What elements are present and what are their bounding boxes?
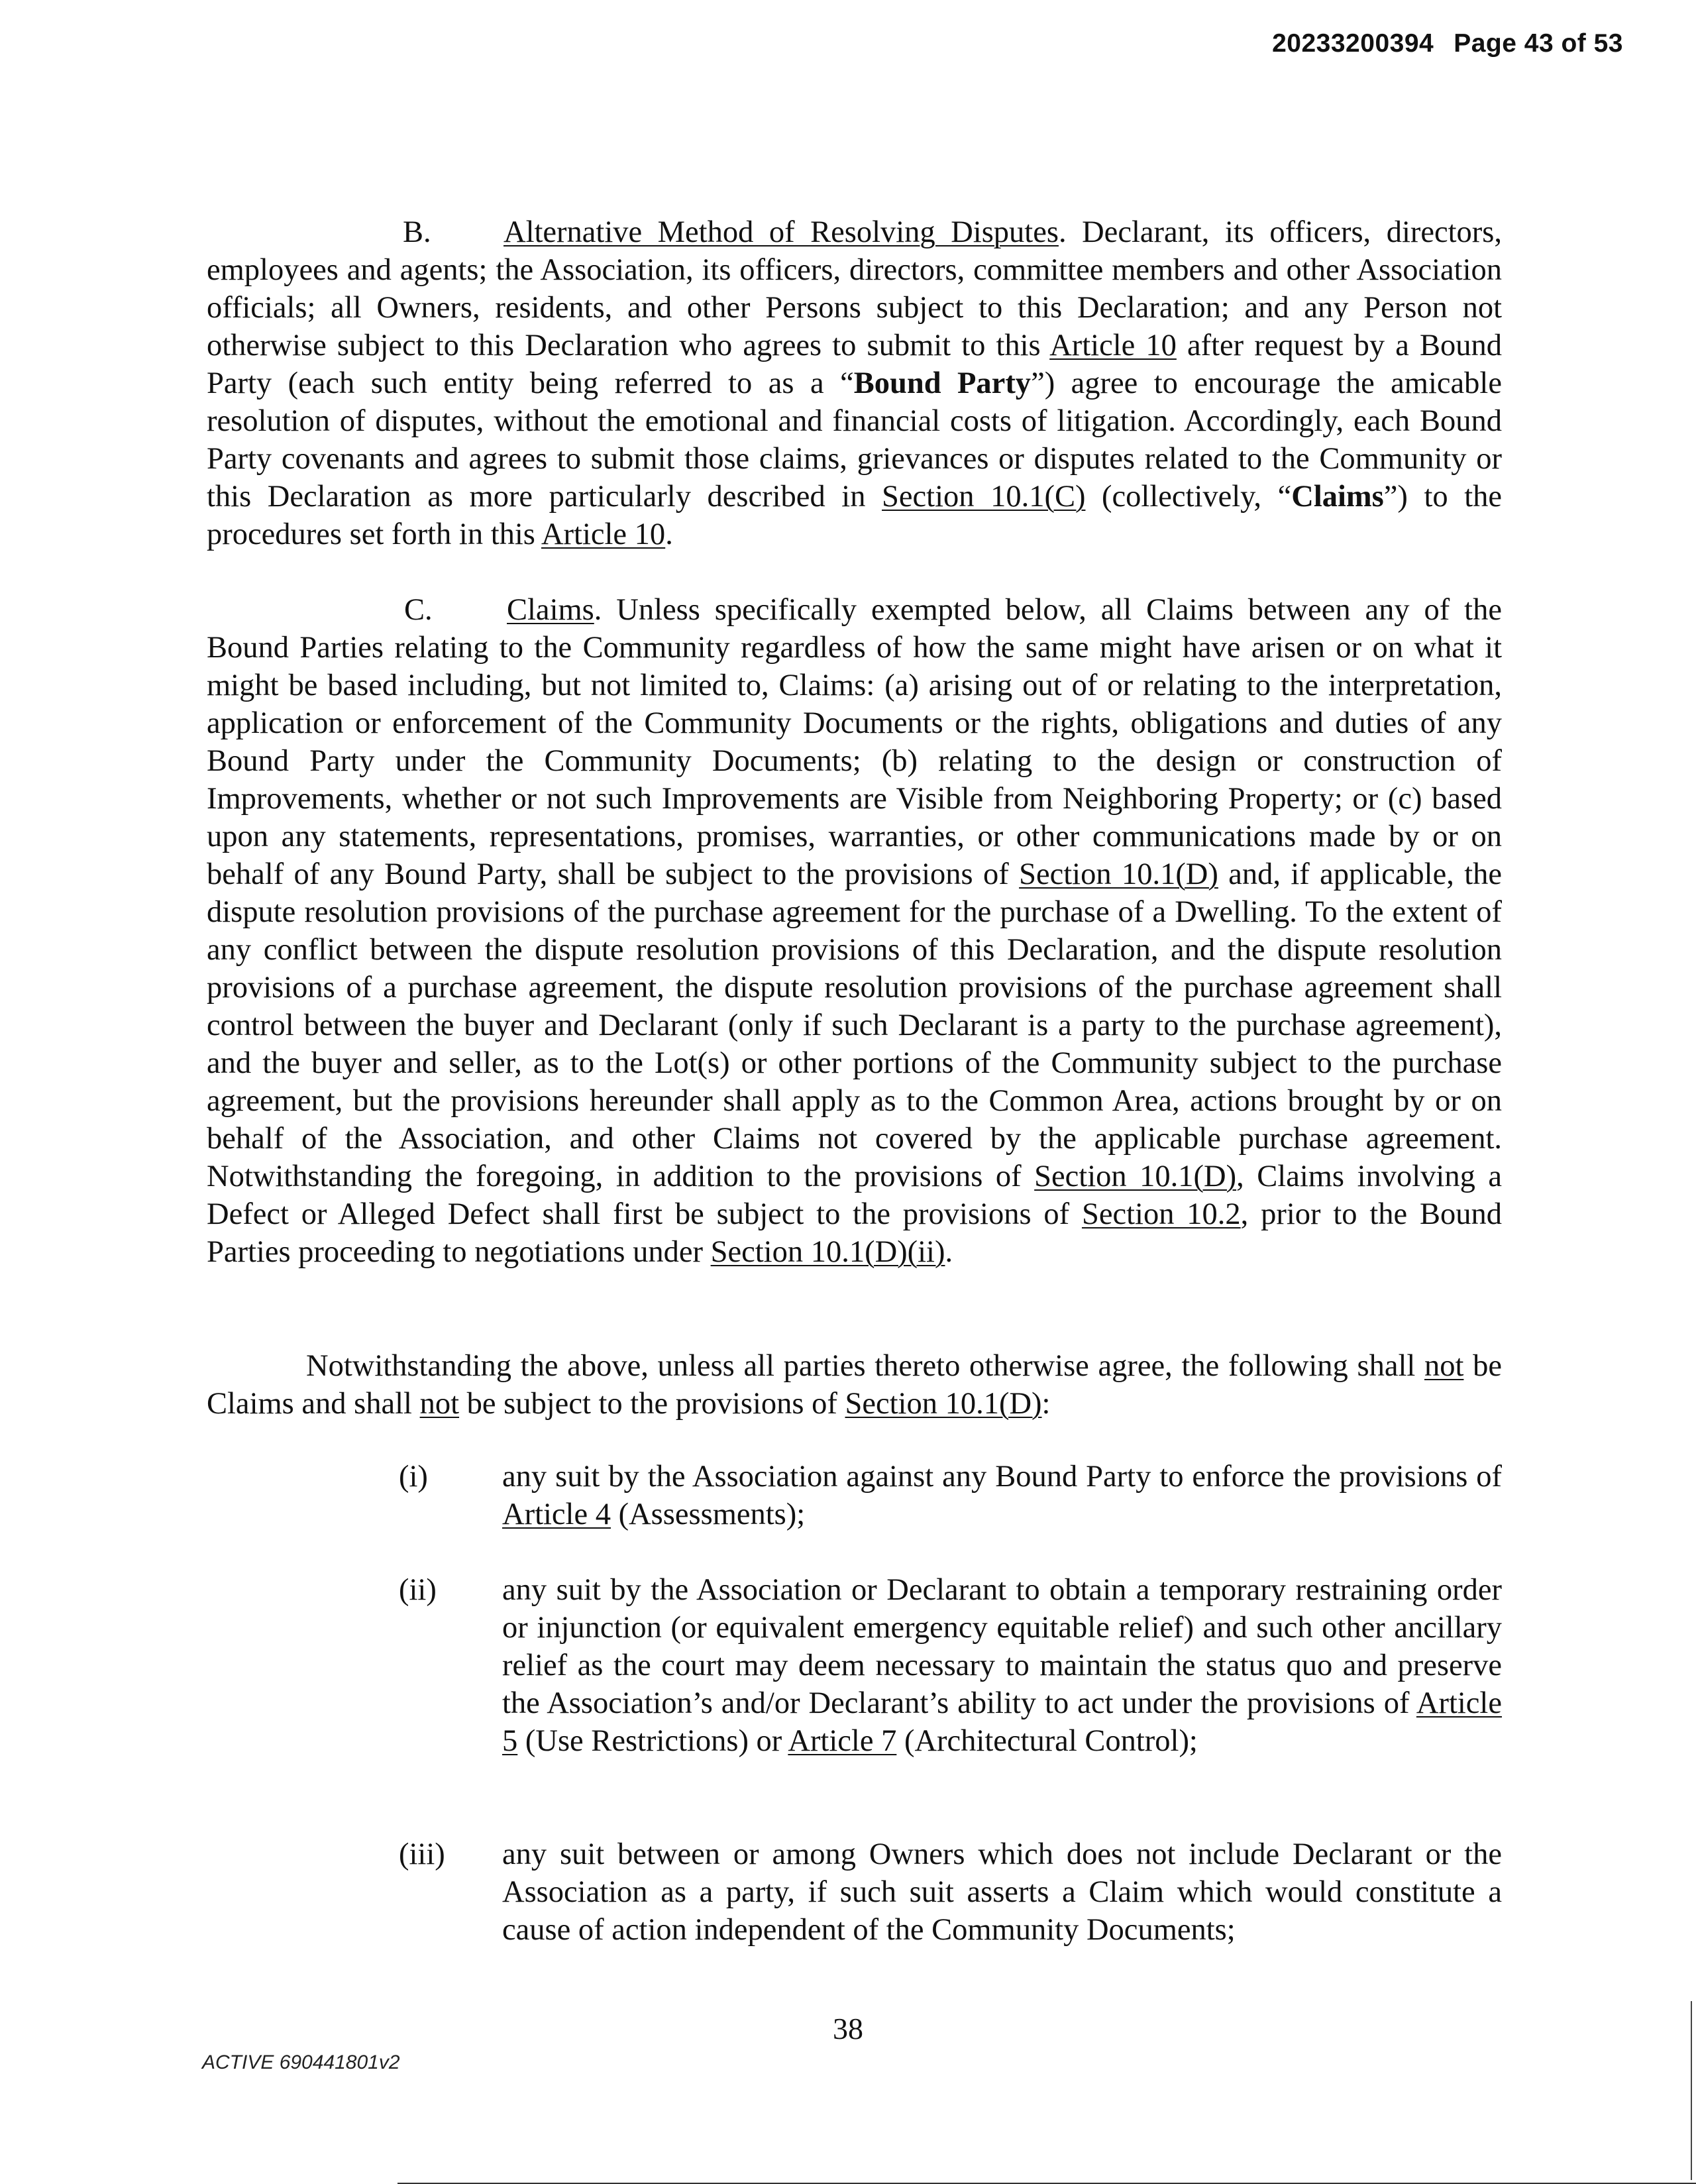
recording-number: 20233200394 — [1272, 29, 1434, 58]
article-4-ref: Article 4 — [502, 1498, 611, 1531]
article-10-ref: Article 10 — [541, 518, 666, 551]
item-number: (iii) — [399, 1837, 445, 1871]
emphasis-not: not — [1424, 1349, 1464, 1383]
page-number: 38 — [833, 2012, 863, 2046]
article-7-ref: Article 7 — [788, 1724, 897, 1758]
section-10-1-d-ref: Section 10.1(D) — [1034, 1160, 1237, 1193]
article-10-ref: Article 10 — [1049, 329, 1177, 362]
recording-header — [1272, 29, 1623, 58]
section-b-heading: Alternative Method of Resolving Disputes — [504, 215, 1059, 249]
defined-term-bound-party: Bound Party — [853, 366, 1032, 400]
emphasis-not: not — [419, 1387, 460, 1421]
section-c-heading: Claims — [507, 593, 594, 627]
section-b-paragraph: B. Alternative Method of Resolving Disputes. Declarant, its officers, directors, employees and agents; the Association, its officers, directors, committee members and other Association officials; all Owners, residents, and other Persons subject to this Declaration; and any Person not otherwise subject to this Declaration who agrees to submit to this Article 10 after request by a Bound Party (each such entity being referred to as a “Bound Party”) agree to encourage the amicable resolution of disputes, without the emotional and financial costs of litigation. Accordingly, each Bound Party covenants and agrees to submit those claims, grievances or disputes related to the Community or this Declaration as more particularly described in Section 10.1(C) (collectively, “Claims”) to the procedures set forth in this Article 10. — [207, 213, 1502, 553]
item-text: any suit between or among Owners which does not include Declarant or the Association as a party, if such suit asserts a Claim which would constitute a cause of action independent of the Community Documents; — [502, 1837, 1502, 1947]
section-10-1-c-ref: Section 10.1(C) — [882, 480, 1086, 514]
section-b-label: B. — [403, 215, 431, 249]
item-number: (ii) — [399, 1573, 437, 1607]
page-count: Page 43 of 53 — [1454, 29, 1623, 58]
section-c-paragraph: C. Claims. Unless specifically exempted below, all Claims between any of the Bound Parties relating to the Community regardless of how the same might have arisen or on what it might be based including, but not limited to, Claims: (a) arising out of or relating to the interpretation, application or enforcement of the Community Documents or the rights, obligations and duties of any Bound Party under the Community Documents; (b) relating to the design or construction of Improvements, whether or not such Improvements are Visible from Neighboring Property; or (c) based upon any statements, representations, promises, warranties, or other communications made by or on behalf of any Bound Party, shall be subject to the provisions of Section 10.1(D) and, if applicable, the dispute resolution provisions of the purchase agreement for the purchase of a Dwelling. To the extent of any conflict between the dispute resolution provisions of this Declaration, and the dispute resolution provisions of a purchase agreement, the dispute resolution provisions of the purchase agreement shall control between the buyer and Declarant (only if such Declarant is a party to the purchase agreement), and the buyer and seller, as to the Lot(s) or other portions of the Community subject to the purchase agreement, but the provisions hereunder shall apply as to the Common Area, actions brought by or on behalf of the Association, and other Claims not covered by the applicable purchase agreement. Notwithstanding the foregoing, in addition to the provisions of Section 10.1(D), Claims involving a Defect or Alleged Defect shall first be subject to the provisions of Section 10.2, prior to the Bound Parties proceeding to negotiations under Section 10.1(D)(ii). — [207, 591, 1502, 1271]
item-text: any suit by the Association against any Bound Party to enforce the provisions of Article 4 (Assessments); — [502, 1460, 1502, 1531]
section-10-1-d-ref: Section 10.1(D) — [1019, 857, 1218, 891]
section-10-1-d-ii-ref: Section 10.1(D)(ii) — [710, 1235, 945, 1269]
section-10-1-d-ref: Section 10.1(D) — [845, 1387, 1042, 1421]
item-text: any suit by the Association or Declarant to obtain a temporary restraining order or injunction (or equivalent emergency equitable relief) and such other ancillary relief as the court may deem necessary to maintain the status quo and preserve the Association’s and/or Declarant’s ability to act under the provisions of Article 5 (Use Restrictions) or Article 7 (Architectural Control); — [502, 1573, 1502, 1758]
section-c-label: C. — [404, 593, 433, 627]
article-5-ref: Article 5 — [502, 1686, 1502, 1758]
document-id: ACTIVE 690441801v2 — [202, 2051, 400, 2073]
exemptions-paragraph: Notwithstanding the above, unless all parties thereto otherwise agree, the following shall not be Claims and shall not be subject to the provisions of Section 10.1(D): — [207, 1349, 1502, 1421]
item-number: (i) — [399, 1460, 428, 1494]
defined-term-claims: Claims — [1291, 480, 1384, 514]
section-10-2-ref: Section 10.2 — [1081, 1197, 1241, 1231]
scan-edge-line — [1691, 2001, 1692, 2180]
